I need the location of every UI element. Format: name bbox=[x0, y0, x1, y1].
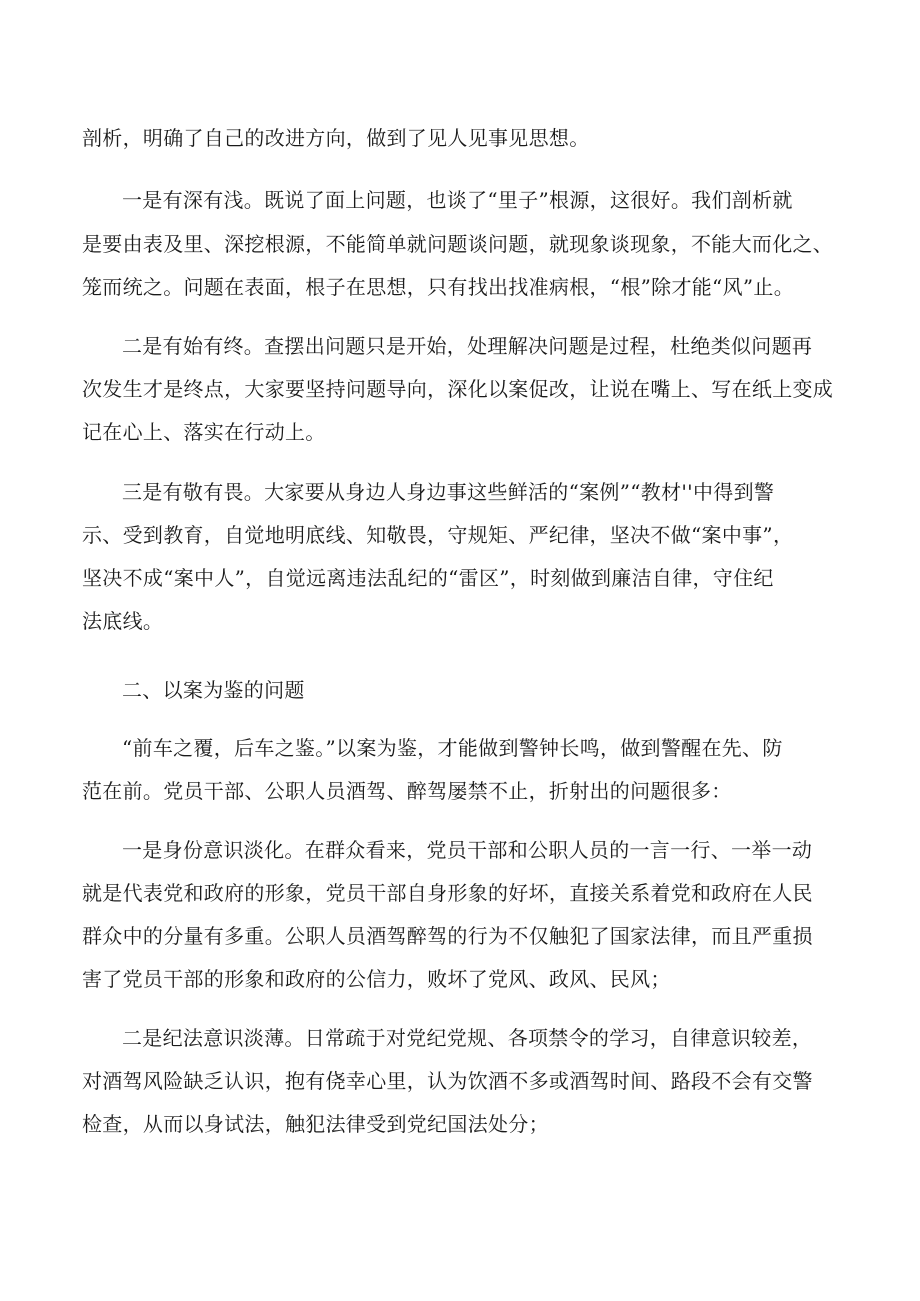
paragraph-line: 三是有敬有畏。大家要从身边人身边事这些鲜活的“案例”“教材''中得到警 bbox=[122, 480, 775, 504]
paragraph-line: 群众中的分量有多重。公职人员酒驾醉驾的行为不仅触犯了国家法律，而且严重损 bbox=[82, 924, 813, 948]
paragraph-line: 二是纪法意识淡薄。日常疏于对党纪党规、各项禁令的学习，自律意识较差， bbox=[122, 1026, 813, 1050]
paragraph-line: 害了党员干部的形象和政府的公信力，败坏了党风、政风、民风； bbox=[82, 967, 671, 991]
paragraph-line: 范在前。党员干部、公职人员酒驾、醉驾屡禁不止，折射出的问题很多： bbox=[82, 779, 732, 803]
paragraph-line: 剖析，明确了自己的改进方向，做到了见人见事见思想。 bbox=[82, 126, 590, 150]
paragraph-line: 二是有始有终。查摆出问题只是开始，处理解决问题是过程，杜绝类似问题再 bbox=[122, 334, 813, 358]
paragraph-line: 就是代表党和政府的形象，党员干部自身形象的好坏，直接关系着党和政府在人民 bbox=[82, 881, 813, 905]
section-heading: 二、以案为鉴的问题 bbox=[122, 678, 305, 702]
paragraph-line: 示、受到教育，自觉地明底线、知敬畏，守规矩、严纪律，坚决不做“案中事”， bbox=[82, 523, 794, 547]
paragraph-line: 检查，从而以身试法，触犯法律受到党纪国法处分； bbox=[82, 1112, 549, 1136]
paragraph-line: 对酒驾风险缺乏认识，抱有侥幸心里，认为饮酒不多或酒驾时间、路段不会有交警 bbox=[82, 1069, 813, 1093]
paragraph-line: 法底线。 bbox=[82, 609, 164, 633]
paragraph-line: 坚决不成“案中人”，自觉远离违法乱纪的“雷区”，时刻做到廉洁自律，守住纪 bbox=[82, 566, 774, 590]
paragraph-line: 记在心上、落实在行动上。 bbox=[82, 420, 326, 444]
paragraph-line: 一是身份意识淡化。在群众看来，党员干部和公职人员的一言一行、一举一动 bbox=[122, 838, 813, 862]
paragraph-line: 笼而统之。问题在表面，根子在思想，只有找出找准病根，“根”除才能“风”止。 bbox=[82, 275, 794, 299]
paragraph-line: “前车之覆，后车之鉴。”以案为鉴，才能做到警钟长鸣，做到警醒在先、防 bbox=[122, 736, 783, 760]
paragraph-line: 次发生才是终点，大家要坚持问题导向，深化以案促改，让说在嘴上、写在纸上变成 bbox=[82, 377, 834, 401]
paragraph-line: 是要由表及里、深挖根源，不能简单就问题谈问题，就现象谈现象，不能大而化之、 bbox=[82, 232, 834, 256]
paragraph-line: 一是有深有浅。既说了面上问题，也谈了“里子”根源，这很好。我们剖析就 bbox=[122, 188, 793, 212]
